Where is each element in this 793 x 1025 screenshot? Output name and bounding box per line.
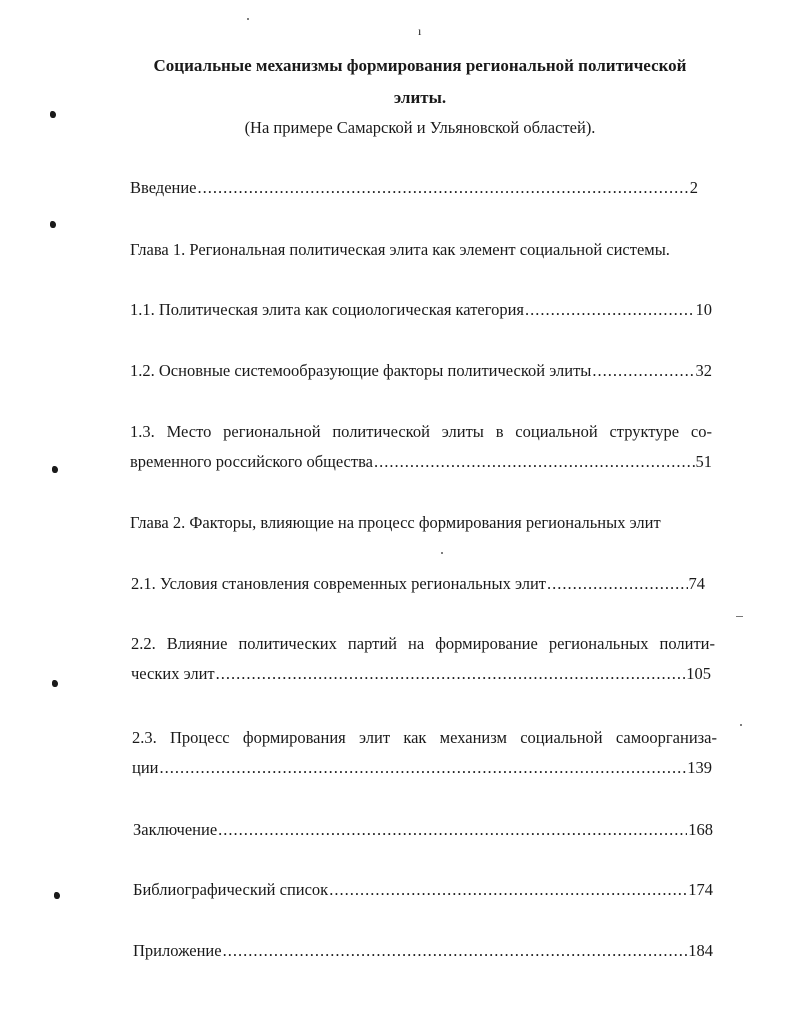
- toc-entry-line-2: [130, 452, 712, 472]
- toc-entry-label: временного российского общества: [130, 452, 373, 471]
- toc-entry-page: 168: [688, 820, 713, 839]
- title-line-2: элиты.: [393, 88, 447, 107]
- toc-entry-line-2: [131, 664, 711, 684]
- toc-entry-page: 174: [688, 880, 713, 899]
- toc-entry-1-1: [130, 300, 712, 320]
- toc-entry-label-line-1: 2.2. Влияние политических партий на формирование региональных полити-: [131, 634, 715, 653]
- toc-entry-label: ции: [132, 758, 159, 777]
- toc-entry-page: 105: [686, 664, 711, 683]
- toc-entry-page: 10: [695, 300, 712, 319]
- toc-entry-label-line-1: 2.3. Процесс формирования элит как механизм социальной самоорганиза-: [132, 728, 717, 747]
- scan-speck: [247, 18, 249, 20]
- toc-leader-dots: [329, 880, 687, 900]
- toc-entry-page: 51: [695, 452, 712, 471]
- toc-leader-dots: [216, 664, 686, 684]
- toc-entry-page: 32: [695, 361, 712, 380]
- scan-mark: [50, 111, 56, 118]
- subtitle: (На примере Самарской и Ульяновской областей).: [244, 118, 596, 137]
- scan-speck: [441, 552, 443, 554]
- toc-entry-appendix: [133, 941, 713, 961]
- toc-leader-dots: [160, 758, 687, 778]
- toc-entry-1-3: [130, 422, 712, 472]
- toc-entry-2-1: [131, 574, 705, 594]
- toc-entry-1-2: [130, 361, 712, 381]
- toc-entry-label: 2.1. Условия становления современных региональных элит: [131, 574, 547, 593]
- toc-entry-label: ческих элит: [131, 664, 215, 683]
- toc-leader-dots: [374, 452, 695, 472]
- toc-leader-dots: [223, 941, 688, 961]
- toc-entry-label: Заключение: [133, 820, 218, 839]
- toc-entry-label: 1.2. Основные системообразующие факторы политической элиты: [130, 361, 592, 380]
- scan-mark: [50, 221, 56, 228]
- toc-entry-page: 139: [687, 758, 712, 777]
- toc-entry-bibliography: [133, 880, 713, 900]
- toc-chapter-2: Глава 2. Факторы, влияющие на процесс формирования региональных элит: [130, 513, 661, 532]
- toc-entry-label: Библиографический список: [133, 880, 329, 899]
- toc-leader-dots: [525, 300, 694, 320]
- toc-entry-page: 74: [688, 574, 705, 593]
- page-number: ı: [418, 24, 422, 38]
- toc-entry-label: Введение: [130, 178, 197, 197]
- toc-leader-dots: [218, 820, 687, 840]
- scan-speck: [740, 724, 742, 726]
- scan-mark: [54, 892, 60, 899]
- title-line-1: Социальные механизмы формирования региональной политической: [153, 56, 687, 75]
- toc-entry-label-line-1: 1.3. Место региональной политической элиты в социальной структуре со-: [130, 422, 712, 441]
- scan-mark: [52, 466, 58, 473]
- toc-entry-label: 1.1. Политическая элита как социологическая категория: [130, 300, 525, 319]
- toc-entry-label: Приложение: [133, 941, 222, 960]
- scan-dash: [736, 616, 743, 617]
- toc-entry-intro: [130, 178, 698, 198]
- toc-entry-2-3: [132, 728, 717, 778]
- toc-entry-conclusion: [133, 820, 713, 840]
- toc-leader-dots: [547, 574, 687, 594]
- toc-entry-line-2: [132, 758, 712, 778]
- toc-leader-dots: [592, 361, 694, 381]
- toc-entry-2-2: [131, 634, 715, 684]
- toc-leader-dots: [198, 178, 689, 198]
- toc-entry-page: 2: [689, 178, 698, 197]
- scan-mark: [52, 680, 58, 687]
- toc-entry-page: 184: [688, 941, 713, 960]
- toc-chapter-1: Глава 1. Региональная политическая элита как элемент социальной системы.: [130, 240, 670, 259]
